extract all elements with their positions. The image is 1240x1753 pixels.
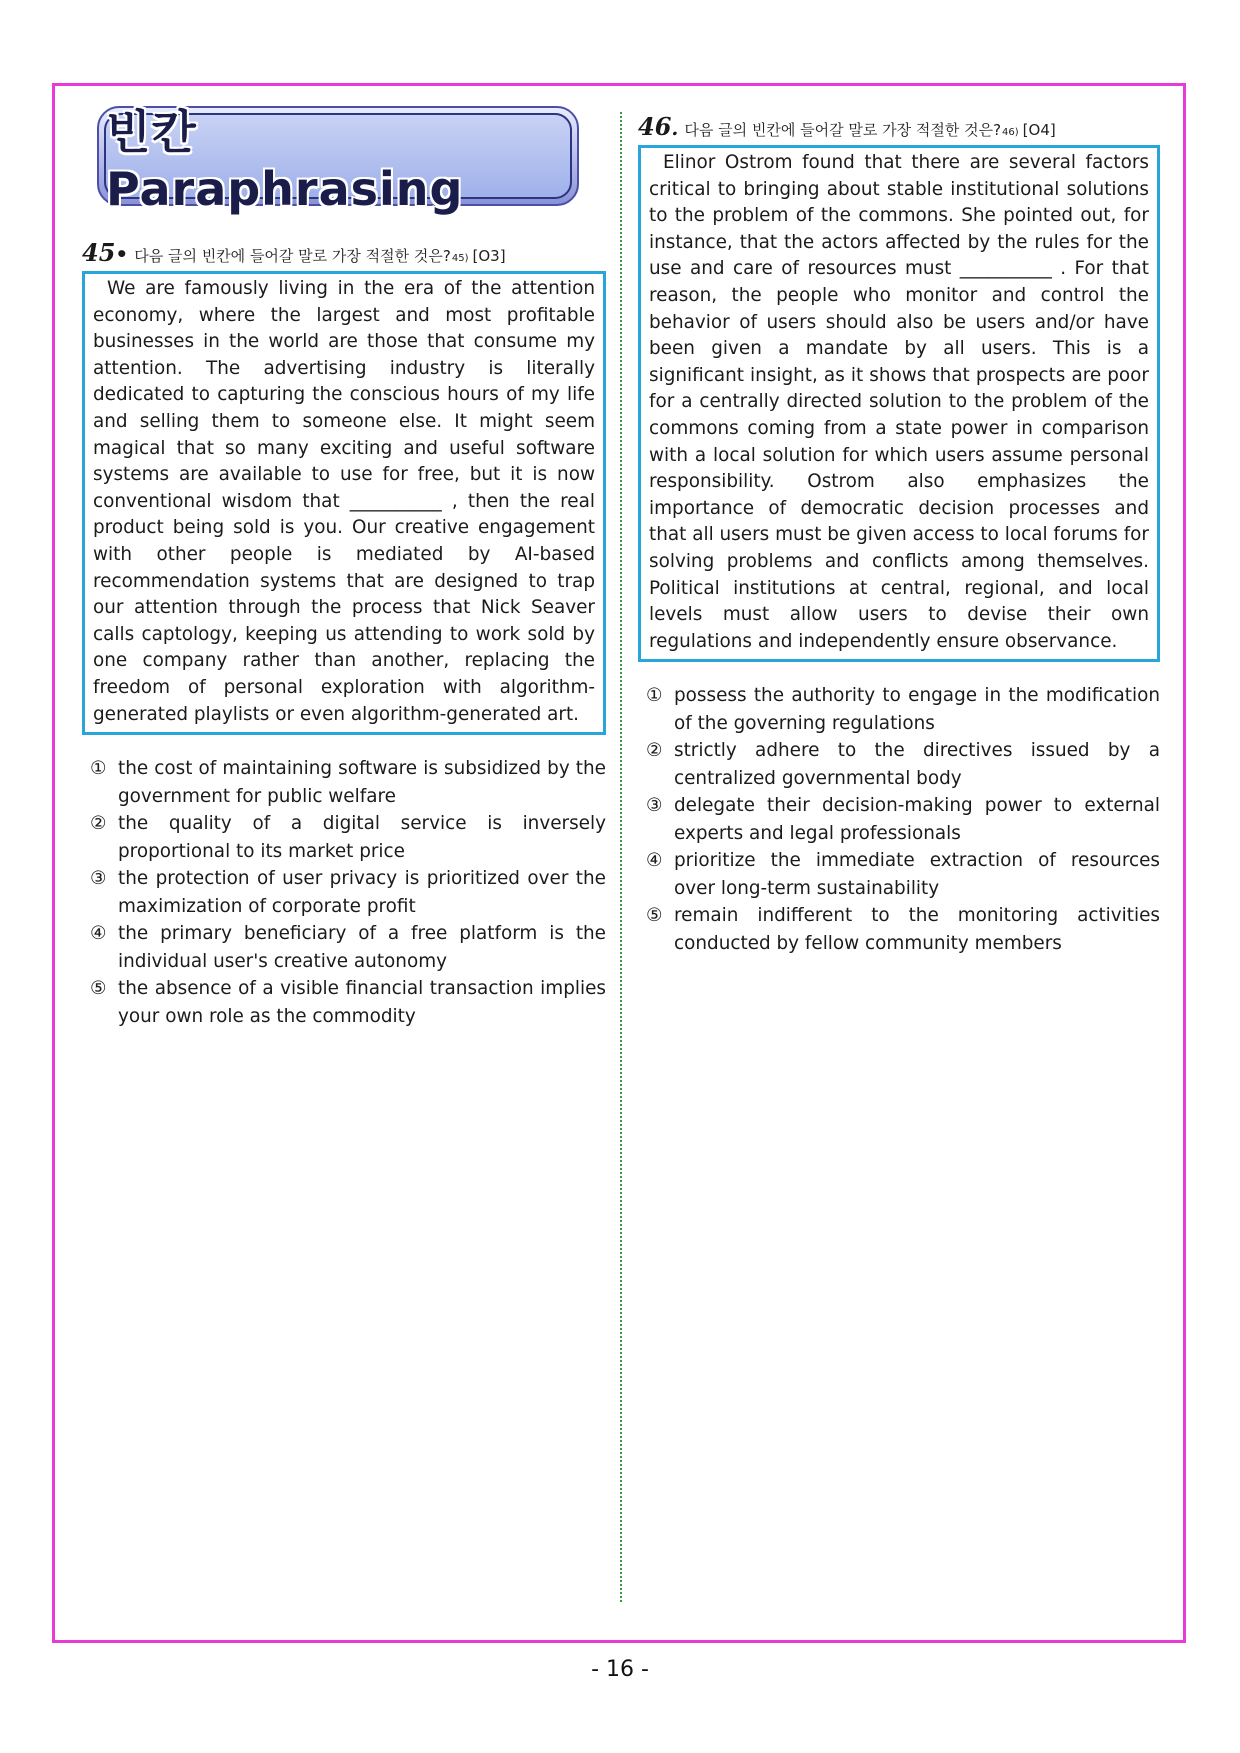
option-marker: ①	[90, 758, 107, 780]
option-text: remain indifferent to the monitoring activities conducted by fellow community members	[674, 905, 1160, 954]
option-marker: ①	[646, 685, 663, 707]
banner-title: 빈칸 Paraphrasing	[106, 105, 464, 216]
option-text: the protection of user privacy is prioritized over the maximization of corporate profit	[118, 868, 606, 917]
option-text: the primary beneficiary of a free platform is the individual user's creative autonomy	[118, 923, 606, 972]
answer-option-2[interactable]	[82, 810, 606, 865]
passage-text: Elinor Ostrom found that there are several factors critical to bringing about stable institutional solutions to the problem of the commons. She pointed out, for instance, that the actors affected by the rules for the use and care of resources must __________ . For that reason, the people who monitor and control the behavior of users should also be users and/or have been given a mandate by all users. This is a significant insight, as it shows that prospects are poor for a centrally directed solution to the problem of the commons coming from a state power in comparison with a local solution for which users assume personal responsibility. Ostrom also emphasizes the importance of democratic decision processes and that all users must be given access to local forums for solving problems and conflicts among themselves. Political institutions at central, regional, and local levels must allow users to devise their own regulations and independently ensure observance.	[649, 152, 1149, 652]
option-marker: ②	[646, 740, 663, 762]
answer-option-4[interactable]	[82, 920, 606, 975]
option-marker: ②	[90, 813, 107, 835]
column-divider	[620, 112, 622, 1602]
question-45-options	[82, 755, 606, 1030]
answer-option-2[interactable]	[638, 737, 1160, 792]
option-text: the absence of a visible financial transaction implies your own role as the commodity	[118, 978, 606, 1027]
question-46-header: 46. 다음 글의 빈칸에 들어갈 말로 가장 적절한 것은? 46) [O4]	[638, 112, 1056, 141]
option-text: the quality of a digital service is inversely proportional to its market price	[118, 813, 606, 862]
left-column	[82, 106, 606, 1030]
question-footnote: 46)	[1002, 127, 1019, 138]
section-banner	[97, 105, 579, 216]
answer-option-1[interactable]	[82, 755, 606, 810]
question-46-passage	[638, 145, 1160, 662]
option-marker: ③	[90, 868, 107, 890]
answer-option-3[interactable]	[82, 865, 606, 920]
right-column	[638, 106, 1160, 957]
passage-text: We are famously living in the era of the attention economy, where the largest and most profitable businesses in the world are those that consume my attention. The advertising industry is literally dedicated to capturing the conscious hours of my life and selling them to someone else. It might seem magical that so many exciting and useful software systems are available to use for free, but it is now conventional wisdom that __________ , then the real product being sold is you. Our creative engagement with other people is mediated by AI-based recommendation systems that are designed to trap our attention through the process that Nick Seaver calls captology, keeping us attending to work sold by one company rather than another, replacing the freedom of personal exploration with algorithm-generated playlists or even algorithm-generated art.	[93, 278, 595, 725]
option-text: delegate their decision-making power to external experts and legal professionals	[674, 795, 1160, 844]
option-marker: ④	[646, 850, 663, 872]
question-number: 46	[638, 112, 672, 141]
option-marker: ⑤	[646, 905, 663, 927]
question-prompt: 다음 글의 빈칸에 들어갈 말로 가장 적절한 것은?	[684, 121, 1002, 139]
question-code: [O3]	[472, 247, 506, 265]
option-text: strictly adhere to the directives issued by a centralized governmental body	[674, 740, 1160, 789]
option-text: prioritize the immediate extraction of resources over long-term sustainability	[674, 850, 1160, 899]
page-number: - 16 -	[591, 1657, 649, 1682]
option-marker: ③	[646, 795, 663, 817]
option-marker: ④	[90, 923, 107, 945]
answer-option-3[interactable]	[638, 792, 1160, 847]
question-prompt: 다음 글의 빈칸에 들어갈 말로 가장 적절한 것은?	[134, 247, 451, 265]
question-code: [O4]	[1022, 121, 1056, 139]
question-footnote: 45)	[451, 253, 469, 264]
answer-option-4[interactable]	[638, 847, 1160, 902]
question-45-header: 45• 다음 글의 빈칸에 들어갈 말로 가장 적절한 것은? 45) [O3]	[82, 238, 506, 267]
option-text: possess the authority to engage in the modification of the governing regulations	[674, 685, 1160, 734]
question-45-passage	[82, 271, 606, 735]
answer-option-5[interactable]	[82, 975, 606, 1030]
question-46-options	[638, 682, 1160, 957]
question-number: 45	[82, 238, 116, 267]
answer-option-1[interactable]	[638, 682, 1160, 737]
answer-option-5[interactable]	[638, 902, 1160, 957]
option-marker: ⑤	[90, 978, 107, 1000]
option-text: the cost of maintaining software is subsidized by the government for public welfare	[118, 758, 606, 807]
